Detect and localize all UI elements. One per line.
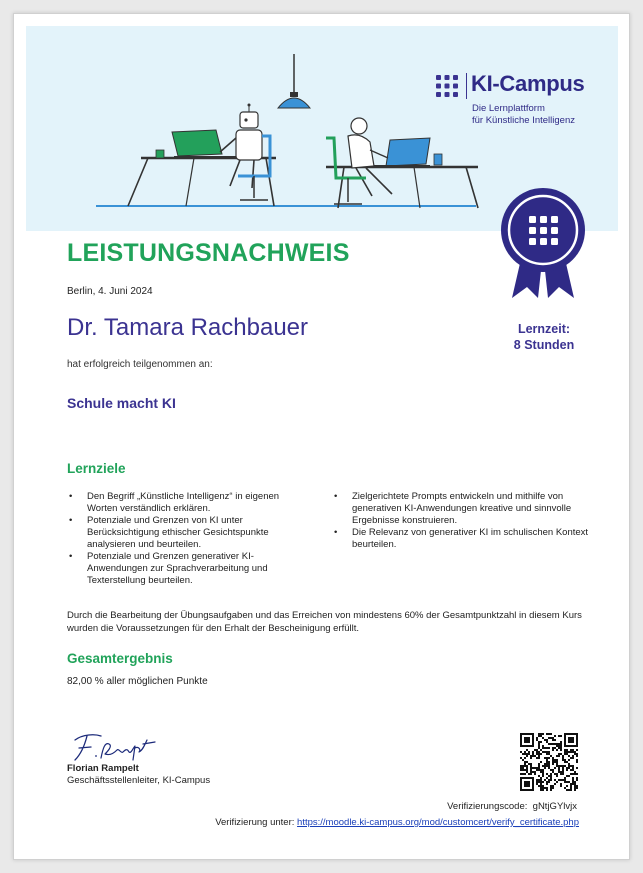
verification-code-line xyxy=(447,801,577,812)
goals-list-left xyxy=(67,491,312,587)
goal-text: Die Relevanz von generativer KI im schulischen Kontext beurteilen. xyxy=(352,527,589,550)
goals-list-right xyxy=(332,491,592,551)
result-heading: Gesamtergebnis xyxy=(67,651,173,666)
goal-text: Potenziale und Grenzen generativer KI-Anwendungen zur Sprachverarbeitung und Texterstellung beurteilen. xyxy=(87,551,268,586)
logo-tagline xyxy=(472,103,575,127)
list-item xyxy=(332,527,592,551)
bullet: • xyxy=(69,515,73,526)
list-item xyxy=(67,551,312,587)
goal-text: Potenziale und Grenzen von KI unter Berücksichtigung ethischer Gesichtspunkte analysieren und beurteilen. xyxy=(87,515,269,550)
logo-tagline-line1: Die Lernplattform xyxy=(472,103,545,114)
verification-code: gNtjGYlvjx xyxy=(532,801,577,812)
logo-tagline-line2: für Künstliche Intelligenz xyxy=(472,115,575,126)
qr-code-icon xyxy=(520,733,578,791)
certificate-date: Berlin, 4. Juni 2024 xyxy=(67,286,153,297)
ki-campus-logo xyxy=(436,71,606,141)
logo-name: KI-Campus xyxy=(471,71,585,96)
list-item xyxy=(67,515,312,551)
verification-link[interactable]: https://moodle.ki-campus.org/mod/customcert/verify_certificate.php xyxy=(297,817,579,828)
goals-heading: Lernziele xyxy=(67,461,126,476)
list-item xyxy=(67,491,312,515)
signer-name: Florian Rampelt xyxy=(67,763,139,774)
bullet: • xyxy=(334,491,338,502)
bullet: • xyxy=(334,527,338,538)
certificate-title: LEISTUNGSNACHWEIS xyxy=(67,239,350,267)
ki-campus-logo-icon xyxy=(436,75,458,97)
bullet: • xyxy=(69,551,73,562)
verification-url-label: Verifizierung unter: xyxy=(215,817,295,828)
signer-role: Geschäftsstellenleiter, KI-Campus xyxy=(67,775,211,786)
certificate-page xyxy=(13,13,630,860)
result-score: 82,00 % aller möglichen Punkte xyxy=(67,676,208,687)
verification-code-label: Verifizierungscode: xyxy=(447,801,528,812)
lernzeit-block xyxy=(484,321,604,353)
participation-text: hat erfolgreich teilgenommen an: xyxy=(67,359,213,370)
goal-text: Den Begriff „Künstliche Intelligenz“ in eigenen Worten verständlich erklären. xyxy=(87,491,280,514)
recipient-name: Dr. Tamara Rachbauer xyxy=(67,314,309,341)
verification-url-line xyxy=(215,817,579,828)
lernzeit-label: Lernzeit: xyxy=(517,322,571,336)
lernzeit-value: 8 Stunden xyxy=(513,338,575,352)
seal-badge-icon xyxy=(496,186,590,300)
goal-text: Zielgerichtete Prompts entwickeln und mithilfe von generativen KI-Anwendungen kreative und sinnvolle Ergebnisse konstruieren. xyxy=(352,491,572,526)
logo-separator xyxy=(466,73,467,99)
list-item xyxy=(332,491,592,527)
course-name: Schule macht KI xyxy=(67,395,176,411)
requirements-summary: Durch die Bearbeitung der Übungsaufgaben und das Erreichen von mindestens 60% der Gesamtpunktzahl in diesem Kurs wurden die Voraussetzungen für den Erhalt der Bescheinigung erfüllt. xyxy=(67,610,582,634)
handwritten-signature xyxy=(69,730,159,764)
bullet: • xyxy=(69,491,73,502)
